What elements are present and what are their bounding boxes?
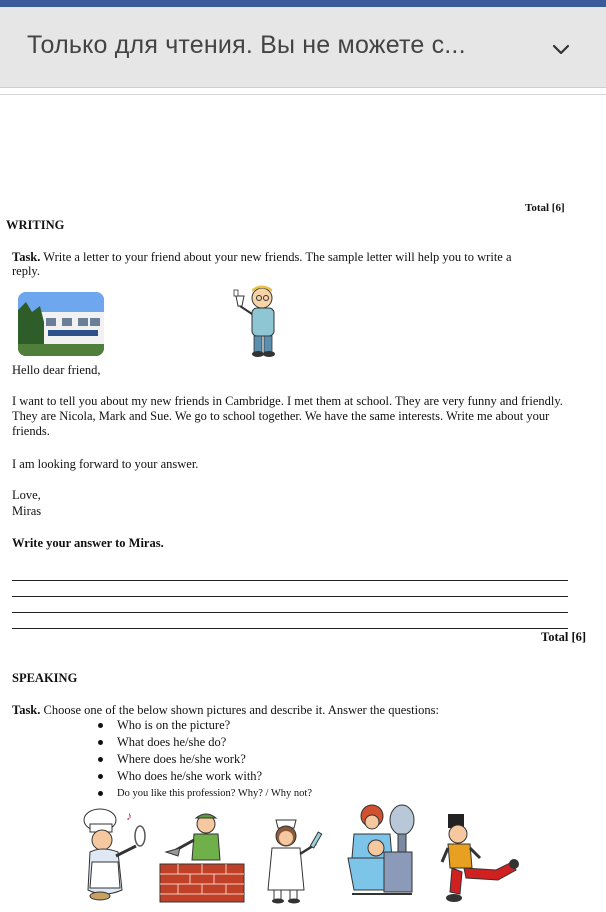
writing-heading: WRITING — [6, 218, 65, 232]
letter-signature: Miras — [12, 504, 42, 518]
write-answer-instruction: Write your answer to Miras. — [12, 536, 164, 550]
letter-body: I want to tell you about my new friends in Cambridge. I met them at school. They are very funny and friendly. They are Nicola, Mark and Sue. We go to school together. We have the same interests. Write me about your friends. — [12, 394, 563, 438]
letter-closing: Love, — [12, 488, 41, 502]
read-only-banner[interactable] — [0, 7, 606, 88]
top-accent-bar — [0, 0, 606, 7]
total-score-top: Total [6] — [525, 202, 565, 214]
looking-forward: I am looking forward to your answer. — [12, 457, 199, 471]
speaking-task-label: Task. — [12, 703, 41, 717]
dancer-cartoon — [440, 812, 520, 906]
chef-cartoon — [78, 806, 154, 906]
writing-task-label: Task. — [12, 250, 41, 264]
writing-task-text: Write a letter to your friend about your new friends. The sample letter will help you to write a reply. — [12, 250, 512, 278]
answer-line-1 — [12, 580, 568, 581]
writing-task — [12, 250, 542, 278]
total-score-bottom: Total [6] — [541, 630, 587, 644]
speaking-heading: SPEAKING — [12, 671, 78, 685]
speaking-task — [12, 703, 439, 717]
question-item: Do you like this profession? Why? / Why not? — [97, 785, 312, 802]
school-building-photo — [18, 292, 104, 356]
answer-line-3 — [12, 612, 568, 613]
banner-separator — [0, 94, 606, 95]
letter-greeting: Hello dear friend, — [12, 363, 101, 377]
question-item: What does he/she do? — [97, 734, 312, 751]
chevron-down-icon[interactable] — [548, 37, 574, 63]
read-only-banner-text: Только для чтения. Вы не можете с... — [27, 31, 466, 59]
question-list — [97, 717, 312, 802]
question-item: Who is on the picture? — [97, 717, 312, 734]
scientist-cartoon — [232, 284, 284, 360]
nurse-cartoon — [262, 814, 328, 904]
answer-line-4 — [12, 628, 568, 629]
svg-text:♪: ♪ — [126, 809, 132, 823]
speaking-task-text: Choose one of the below shown pictures and describe it. Answer the questions: — [43, 703, 439, 717]
hairdresser-cartoon — [342, 802, 422, 902]
bricklayer-cartoon — [158, 812, 246, 904]
question-item: Who does he/she work with? — [97, 768, 312, 785]
question-item: Where does he/she work? — [97, 751, 312, 768]
answer-line-2 — [12, 596, 568, 597]
